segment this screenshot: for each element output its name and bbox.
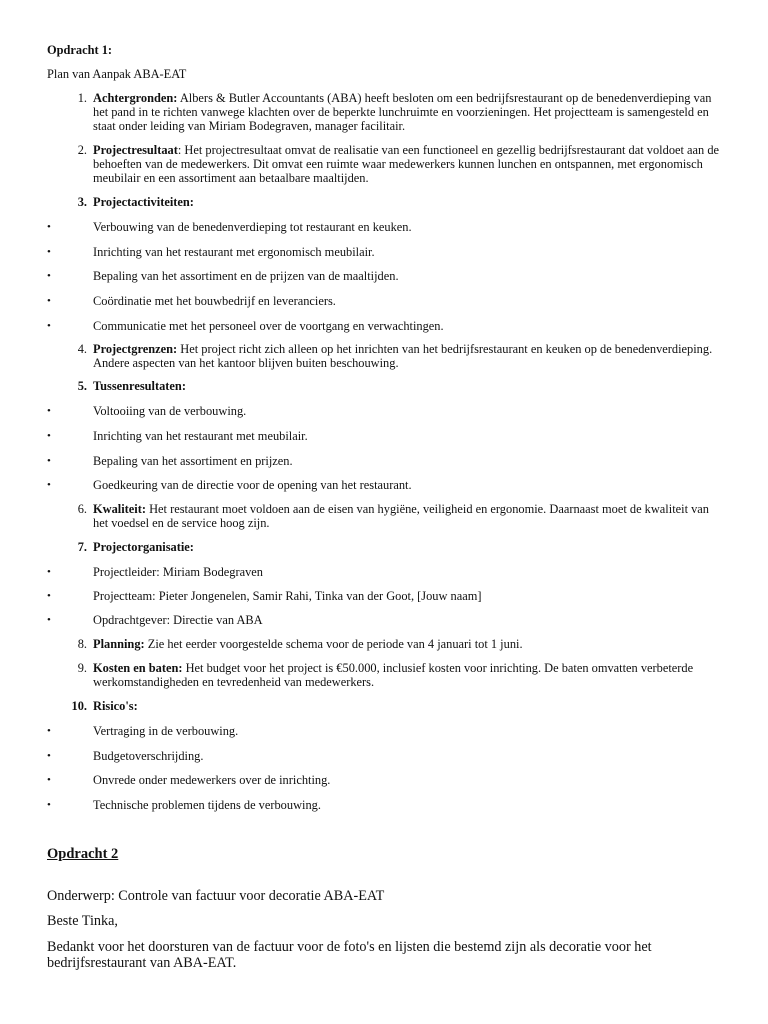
list-number: 2. (77, 143, 87, 157)
list-text (93, 661, 723, 689)
list-number: 4. (77, 342, 87, 356)
bullet-icon: • (47, 430, 51, 442)
list-number: 5. (77, 379, 87, 393)
list-number: 3. (77, 195, 87, 209)
bullet-text: Goedkeuring van de directie voor de opening van het restaurant. (93, 478, 412, 492)
bullet-icon: • (47, 479, 51, 491)
item-label: Risico's: (93, 699, 138, 713)
bullet-text: Vertraging in de verbouwing. (93, 724, 239, 738)
bullet-text: Communicatie met het personeel over de voortgang en verwachtingen. (93, 319, 444, 333)
bullet-icon: • (47, 221, 51, 233)
item-body: : Het projectresultaat omvat de realisatie van een functioneel en gezellig bedrijfsrestaurant dat voldoet aan de behoeften van de medewerkers. Dit omvat een ruimte waar medewerkers kunnen lunchen en ontspannen, met ergonomisch meubilair en een assortiment aan betaalbare maaltijden. (93, 143, 720, 185)
bullet-icon: • (47, 614, 51, 626)
item-label: Projectresultaat (93, 143, 178, 157)
item-label: Achtergronden: (93, 91, 178, 105)
bullet-icon: • (47, 270, 51, 282)
item-body: Zie het eerder voorgestelde schema voor de periode van 4 januari tot 1 juni. (144, 637, 523, 651)
list-text (93, 502, 723, 530)
item-label: Projectgrenzen: (93, 342, 178, 356)
bullet-text: Voltooiing van de verbouwing. (93, 404, 247, 418)
bullet-text: Inrichting van het restaurant met ergonomisch meubilair. (93, 245, 375, 259)
bullet-icon: • (47, 750, 51, 762)
bullet-text: Verbouwing van de benedenverdieping tot restaurant en keuken. (93, 220, 412, 234)
list-number: 7. (77, 540, 87, 554)
list-number: 10. (71, 699, 87, 713)
bullet-icon: • (47, 725, 51, 737)
list-text (93, 91, 723, 133)
bullet-text: Projectleider: Miriam Bodegraven (93, 565, 263, 579)
list-number: 9. (77, 661, 87, 675)
list-number: 8. (77, 637, 87, 651)
item-label: Tussenresultaten: (93, 379, 186, 393)
opdracht1-subtitle: Plan van Aanpak ABA-EAT (47, 67, 187, 81)
email-greeting: Beste Tinka, (47, 913, 118, 929)
email-subject: Onderwerp: Controle van factuur voor decoratie ABA-EAT (47, 888, 385, 904)
bullet-text: Opdrachtgever: Directie van ABA (93, 613, 263, 627)
bullet-text: Bepaling van het assortiment en de prijzen van de maaltijden. (93, 269, 399, 283)
list-number: 1. (77, 91, 87, 105)
item-body: Albers & Butler Accountants (ABA) heeft besloten om een bedrijfsrestaurant op de benedenverdieping van het pand in te richten vanwege klachten over de beperkte lunchruimte en voorzieningen. Het projectteam is samengesteld en staat onder leiding van Miriam Bodegraven, manager facilitair. (93, 91, 712, 133)
bullet-text: Coördinatie met het bouwbedrijf en leveranciers. (93, 294, 336, 308)
bullet-text: Projectteam: Pieter Jongenelen, Samir Rahi, Tinka van der Goot, [Jouw naam] (93, 589, 482, 603)
item-body: Het restaurant moet voldoen aan de eisen van hygiëne, veiligheid en ergonomie. Daarnaast moet de kwaliteit van het voedsel en de service hoog zijn. (93, 502, 710, 530)
list-text (93, 637, 723, 651)
bullet-icon: • (47, 405, 51, 417)
item-label: Projectactiviteiten: (93, 195, 194, 209)
bullet-text: Bepaling van het assortiment en prijzen. (93, 454, 293, 468)
bullet-text: Onvrede onder medewerkers over de inrichting. (93, 773, 331, 787)
item-label: Planning: (93, 637, 145, 651)
list-text (93, 342, 723, 370)
bullet-icon: • (47, 246, 51, 258)
list-text (93, 143, 723, 185)
item-label: Projectorganisatie: (93, 540, 194, 554)
bullet-text: Inrichting van het restaurant met meubilair. (93, 429, 308, 443)
bullet-icon: • (47, 566, 51, 578)
list-number: 6. (77, 502, 87, 516)
bullet-text: Technische problemen tijdens de verbouwing. (93, 798, 321, 812)
bullet-icon: • (47, 774, 51, 786)
email-body: Bedankt voor het doorsturen van de factuur voor de foto's en lijsten die bestemd zijn als decoratie voor het bedrijfsrestaurant van ABA-EAT. (47, 939, 652, 971)
item-label: Kosten en baten: (93, 661, 183, 675)
bullet-icon: • (47, 455, 51, 467)
bullet-icon: • (47, 590, 51, 602)
opdracht1-title: Opdracht 1: (47, 43, 113, 57)
bullet-text: Budgetoverschrijding. (93, 749, 204, 763)
item-body: Het project richt zich alleen op het inrichten van het bedrijfsrestaurant en keuken op de benedenverdieping. Andere aspecten van het kantoor blijven buiten beschouwing. (93, 342, 713, 370)
bullet-icon: • (47, 799, 51, 811)
item-label: Kwaliteit: (93, 502, 146, 516)
bullet-icon: • (47, 295, 51, 307)
item-body: Het budget voor het project is €50.000, inclusief kosten voor inrichting. De baten omvatten verbeterde werkomstandigheden en tevredenheid van medewerkers. (93, 661, 694, 689)
bullet-icon: • (47, 320, 51, 332)
opdracht2-title: Opdracht 2 (47, 846, 119, 862)
